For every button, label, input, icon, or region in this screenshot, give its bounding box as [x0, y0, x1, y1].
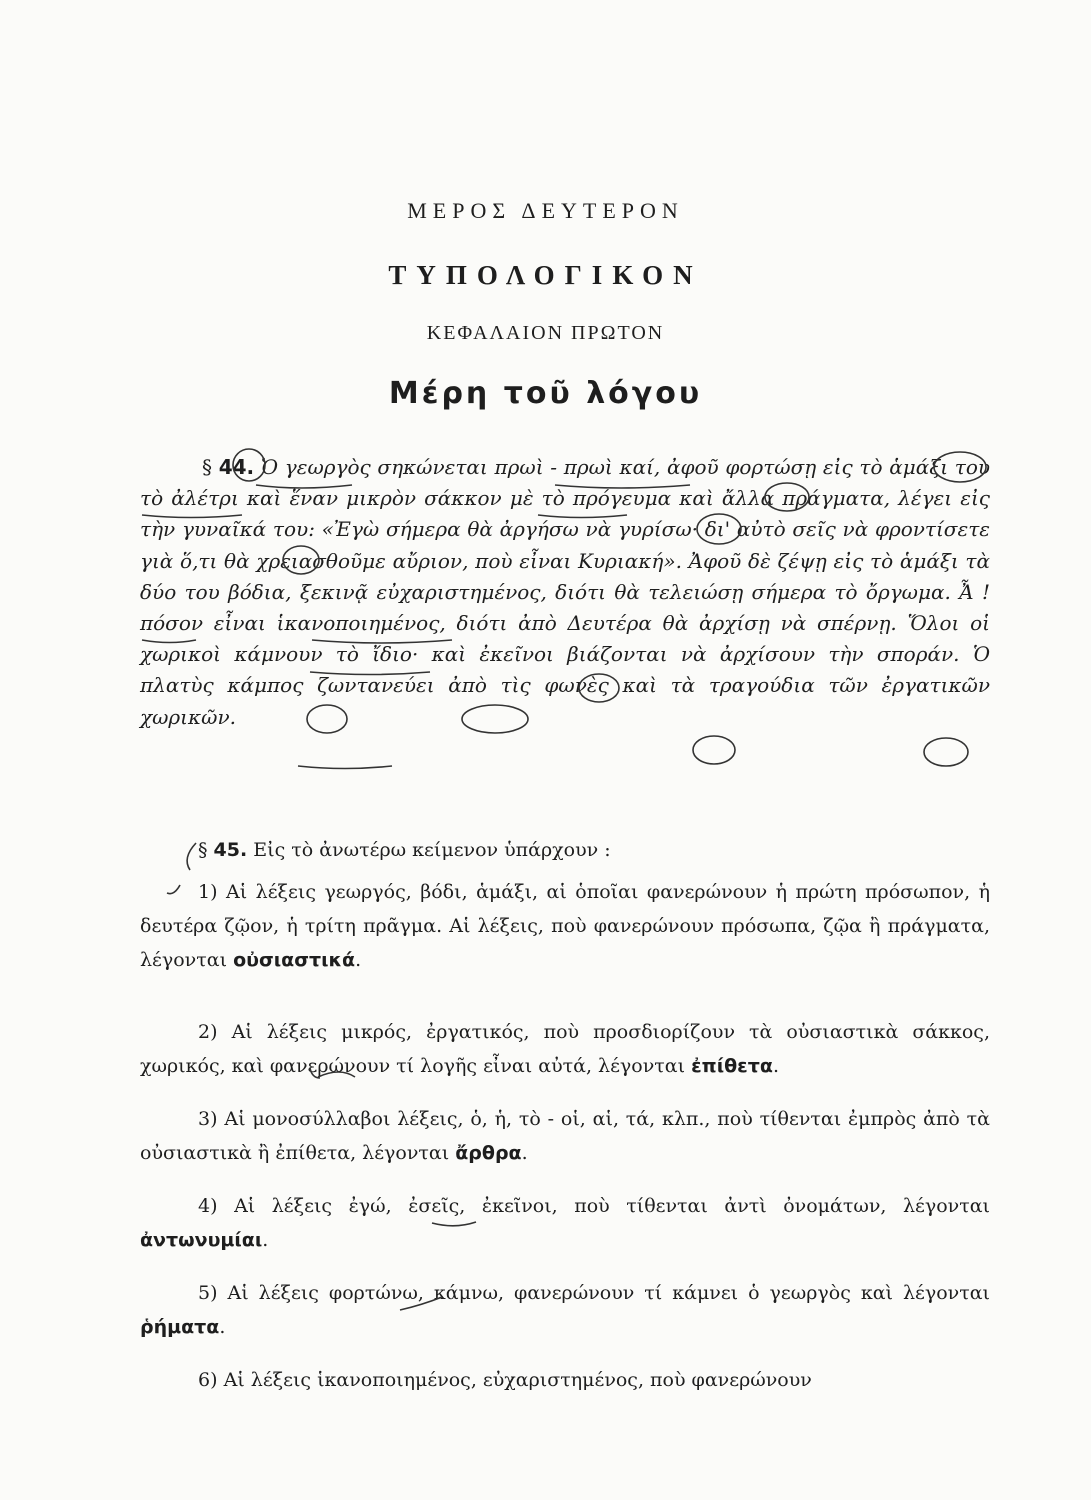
pen-circle — [934, 452, 986, 482]
pen-circle — [924, 738, 968, 766]
pen-tick — [167, 885, 180, 894]
section-number: 45. — [213, 839, 248, 861]
item-text: Αἱ λέξεις γεωργός, βόδι, ἁμάξι, αἱ ὁποῖαι φανερώνουν ἡ πρώτη πρόσωπον, ἡ δευτέρα ζῷον, ἡ τρίτη πρᾶγμα. Αἱ λέξεις, ποὺ φανερώνουν πρόσωπα, ζῷα ἢ πράγματα, λέγονται — [140, 881, 990, 971]
part-title: ΜΕΡΟΣ ΔΕΥΤΕΡΟΝ — [407, 198, 684, 223]
item-label: 2) — [198, 1021, 218, 1043]
item-text: Αἱ μονοσύλλαβοι λέξεις, ὁ, ἡ, τὸ - οἱ, αἱ, τά, κλπ., ποὺ τίθενται ἐμπρὸς ἀπὸ τὰ οὐσιαστικὰ ἢ ἐπίθετα, λέγονται — [140, 1108, 991, 1164]
pen-underline — [555, 485, 690, 488]
item-label: 5) — [198, 1282, 218, 1304]
pen-underline — [310, 672, 430, 675]
item-text: Αἱ λέξεις ἐγώ, ἐσεῖς, ἐκεῖνοι, ποὺ τίθενται ἀντὶ ὀνομάτων, λέγονται — [234, 1195, 990, 1217]
item-text: Αἱ λέξεις μικρός, ἐργατικός, ποὺ προσδιορίζουν τὰ οὐσιαστικὰ σάκκος, χωρικός, καὶ φανερώνουν τί λογῆς εἶναι αὐτά, λέγονται — [140, 1021, 990, 1077]
item-end: . — [521, 1142, 528, 1164]
pen-circle — [697, 514, 741, 544]
pen-circle — [307, 705, 347, 733]
item-term: ἄρθρα — [455, 1142, 522, 1164]
pen-circle — [765, 483, 809, 511]
item-end: . — [355, 949, 362, 971]
pen-circle — [462, 705, 528, 733]
item-text: Αἱ λέξεις φορτώνω, κάμνω, φανερώνουν τί κάμνει ὁ γεωργὸς καὶ λέγονται — [227, 1282, 990, 1304]
paragraph-45-text: Εἰς τὸ ἀνωτέρω κείμενον ὑπάρχουν : — [253, 839, 611, 861]
section-sign: § — [198, 839, 208, 861]
section-number: 44. — [218, 455, 255, 479]
item-term: ῥήματα — [140, 1316, 220, 1338]
item-text: Αἱ λέξεις ἱκανοποιημένος, εὐχαριστημένος, ποὺ φανερώνουν — [223, 1369, 812, 1391]
item-end: . — [772, 1055, 779, 1077]
item-label: 6) — [198, 1369, 218, 1391]
pen-underline — [298, 766, 392, 769]
pen-underline — [142, 515, 242, 518]
chapter-title: ΚΕΦΑΛΑΙΟΝ ΠΡΩΤΟΝ — [426, 322, 665, 344]
pen-underline — [432, 1222, 476, 1226]
pen-underline — [318, 1072, 355, 1077]
item-end: . — [262, 1229, 269, 1251]
pen-underline — [256, 485, 352, 488]
pen-underline — [400, 1297, 442, 1310]
item-term: οὐσιαστικά — [233, 949, 356, 971]
pen-underline — [538, 515, 627, 518]
section-sign: § — [202, 455, 212, 479]
paragraph-44-text: Ὁ γεωργὸς σηκώνεται πρωὶ - πρωὶ καί, ἀφοῦ φορτώσῃ εἰς τὸ ἁμάξι του τὸ ἀλέτρι καὶ ἕναν μικρὸν σάκκον μὲ τὸ πρόγευμα καὶ ἄλλα πράγματα, λέγει εἰς τὴν γυναῖκά του: «Ἐγὼ σήμερα θὰ ἀργήσω νὰ γυρίσω· δι' αὐτὸ σεῖς νὰ φροντίσετε γιὰ ὅ,τι θὰ χρειασθοῦμε αὔριον, ποὺ εἶναι Κυριακή». Ἀφοῦ δὲ ζέψῃ εἰς τὸ ἁμάξι τὰ δύο του βόδια, ξεκινᾷ εὐχαριστημένος, διότι θὰ τελειώσῃ σήμερα τὸ ὄργωμα. Ἆ ! πόσον εἶναι ἱκανοποιημένος, διότι ἀπὸ Δευτέρα θὰ ἀρχίσῃ νὰ σπέρνῃ. Ὅλοι οἱ χωρικοὶ κάμνουν τὸ ἴδιο· καὶ ἐκεῖνοι βιάζονται νὰ ἀρχίσουν τὴν σποράν. Ὁ πλατὺς κάμπος ζωντανεύει ἀπὸ τὶς φωνὲς καὶ τὰ τραγούδια τῶν ἐργατικῶν χωρικῶν. — [140, 455, 991, 729]
item-term: ἐπίθετα — [691, 1055, 773, 1077]
item-term: ἀντωνυμίαι — [140, 1229, 263, 1251]
item-label: 1) — [198, 881, 218, 903]
item-label: 4) — [198, 1195, 218, 1217]
pen-circle — [693, 736, 735, 764]
section-heading: Μέρη τοῦ λόγου — [388, 376, 703, 411]
pen-tick — [187, 843, 196, 870]
pen-circle — [579, 674, 619, 702]
pen-circle — [283, 546, 319, 574]
typology-title: ΤΥΠΟΛΟΓΙΚΟΝ — [388, 260, 703, 290]
pen-underline — [142, 640, 196, 643]
pen-underline — [312, 640, 452, 643]
pen-circle — [233, 449, 265, 481]
item-end: . — [219, 1316, 226, 1338]
item-label: 3) — [198, 1108, 218, 1130]
